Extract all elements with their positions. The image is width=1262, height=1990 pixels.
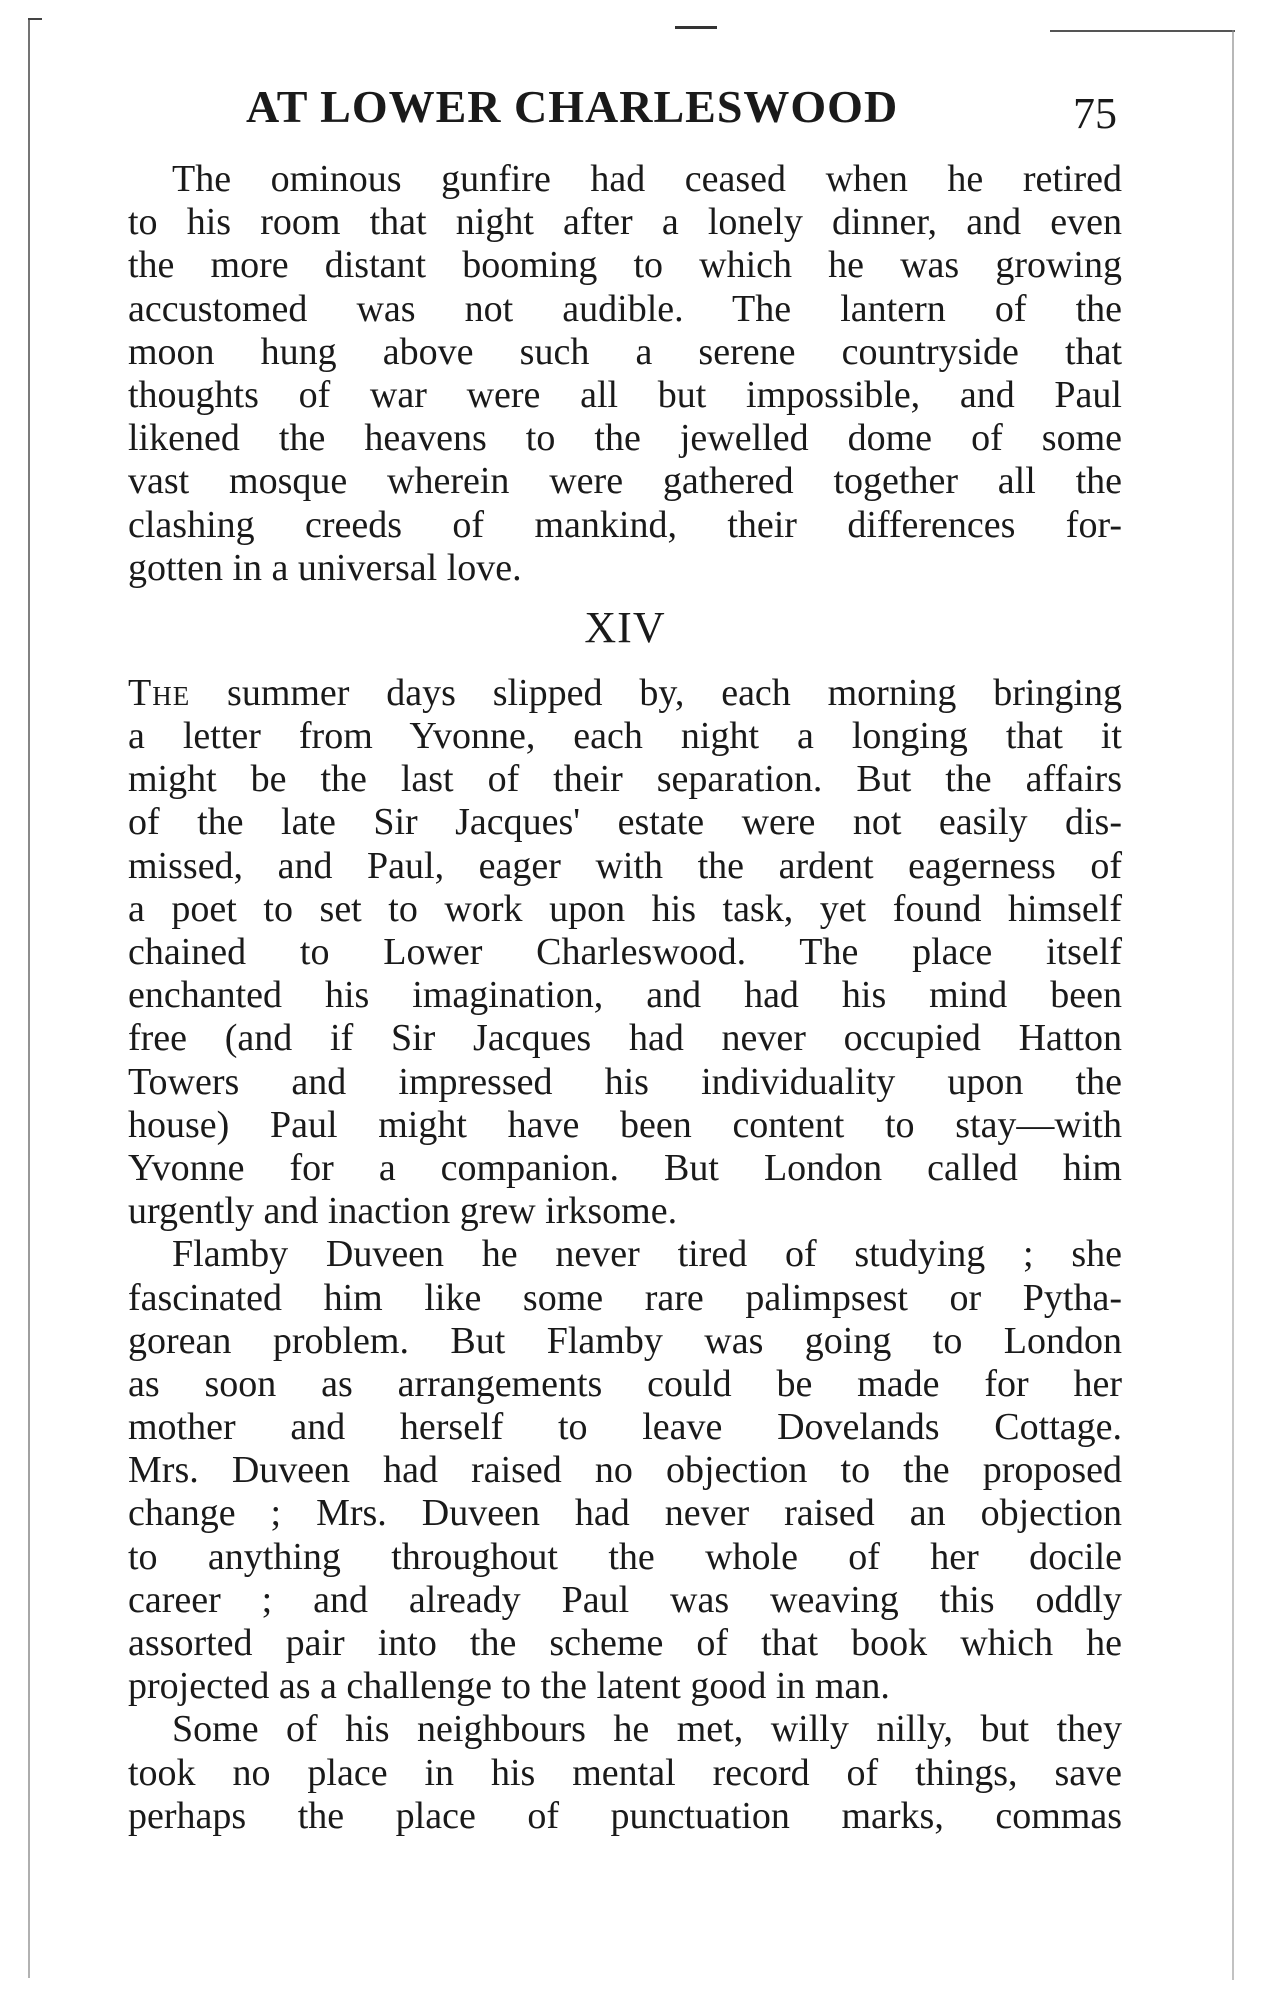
text-line: thoughts of war were all but impossible, and Paul xyxy=(128,373,1122,416)
first-line-rest: summer days slipped by, each morning bringing xyxy=(190,671,1122,714)
text-line: urgently and inaction grew irksome. xyxy=(128,1190,678,1233)
text-line: accustomed was not audible. The lantern of the xyxy=(128,287,1122,330)
text-line: The ominous gunfire had ceased when he retired xyxy=(172,158,1122,200)
paragraph-4 xyxy=(128,1708,1122,1838)
text-line: gorean problem. But Flamby was going to London xyxy=(128,1319,1122,1362)
text-line: Some of his neighbours he met, willy nilly, but they xyxy=(172,1708,1122,1751)
text-line: missed, and Paul, eager with the ardent eagerness of xyxy=(128,844,1122,887)
text-line: perhaps the place of punctuation marks, commas xyxy=(128,1794,1122,1837)
text-line: Yvonne for a companion. But London called him xyxy=(128,1146,1122,1189)
text-line: gotten in a universal love. xyxy=(128,546,522,589)
text-line: Mrs. Duveen had raised no objection to the proposed xyxy=(128,1449,1122,1492)
running-head: AT LOWER CHARLESWOOD xyxy=(246,81,899,132)
text-line: moon hung above such a serene countryside that xyxy=(128,330,1122,373)
text-line: to his room that night after a lonely dinner, and even xyxy=(128,201,1122,244)
text-line: Towers and impressed his individuality upon the xyxy=(128,1060,1122,1103)
text-line: likened the heavens to the jewelled dome of some xyxy=(128,417,1122,460)
text-line: clashing creeds of mankind, their differences for- xyxy=(128,503,1122,546)
text-line: a poet to set to work upon his task, yet found himself xyxy=(128,887,1122,930)
chapter-heading: XIV xyxy=(584,602,666,652)
text-line: enchanted his imagination, and had his mind been xyxy=(128,974,1122,1017)
text-line: chained to Lower Charleswood. The place itself xyxy=(128,931,1122,973)
text-line: a letter from Yvonne, each night a longing that it xyxy=(128,715,1122,758)
text-line: as soon as arrangements could be made for her xyxy=(128,1362,1122,1405)
text-line: Flamby Duveen he never tired of studying ; she xyxy=(172,1233,1122,1276)
paragraph-1 xyxy=(128,158,1122,590)
text-line: the more distant booming to which he was growing xyxy=(128,244,1122,287)
page-edge-top xyxy=(1050,30,1235,32)
page-edge-corner xyxy=(28,18,42,20)
text-line: house) Paul might have been content to stay—with xyxy=(128,1103,1122,1146)
text-line: career ; and already Paul was weaving this oddly xyxy=(128,1578,1122,1621)
paragraph-2 xyxy=(128,672,1122,1233)
lead-small-caps: The xyxy=(128,671,191,714)
page-edge-right xyxy=(1232,30,1234,1980)
paragraph-3 xyxy=(128,1233,1122,1708)
text-line: fascinated him like some rare palimpsest or Pytha- xyxy=(128,1276,1122,1319)
text-line: to anything throughout the whole of her docile xyxy=(128,1535,1122,1578)
page-number: 75 xyxy=(1073,89,1117,138)
text-line: assorted pair into the scheme of that book which he xyxy=(128,1622,1122,1664)
text-line: mother and herself to leave Dovelands Cottage. xyxy=(128,1406,1122,1449)
text-line: took no place in his mental record of things, save xyxy=(128,1751,1122,1794)
page-edge-left xyxy=(28,18,30,1978)
text-line xyxy=(128,672,1122,715)
text-line: vast mosque wherein were gathered together all the xyxy=(128,460,1122,503)
text-line: change ; Mrs. Duveen had never raised an objection xyxy=(128,1492,1122,1535)
page-header xyxy=(128,80,1128,140)
text-line: projected as a challenge to the latent good in man. xyxy=(128,1665,890,1708)
text-line: might be the last of their separation. But the affairs xyxy=(128,758,1122,801)
text-line: of the late Sir Jacques' estate were not easily dis- xyxy=(128,801,1122,844)
body-text xyxy=(128,158,1122,1838)
text-line: free (and if Sir Jacques had never occupied Hatton xyxy=(128,1017,1122,1060)
page-edge-mark xyxy=(675,26,717,29)
